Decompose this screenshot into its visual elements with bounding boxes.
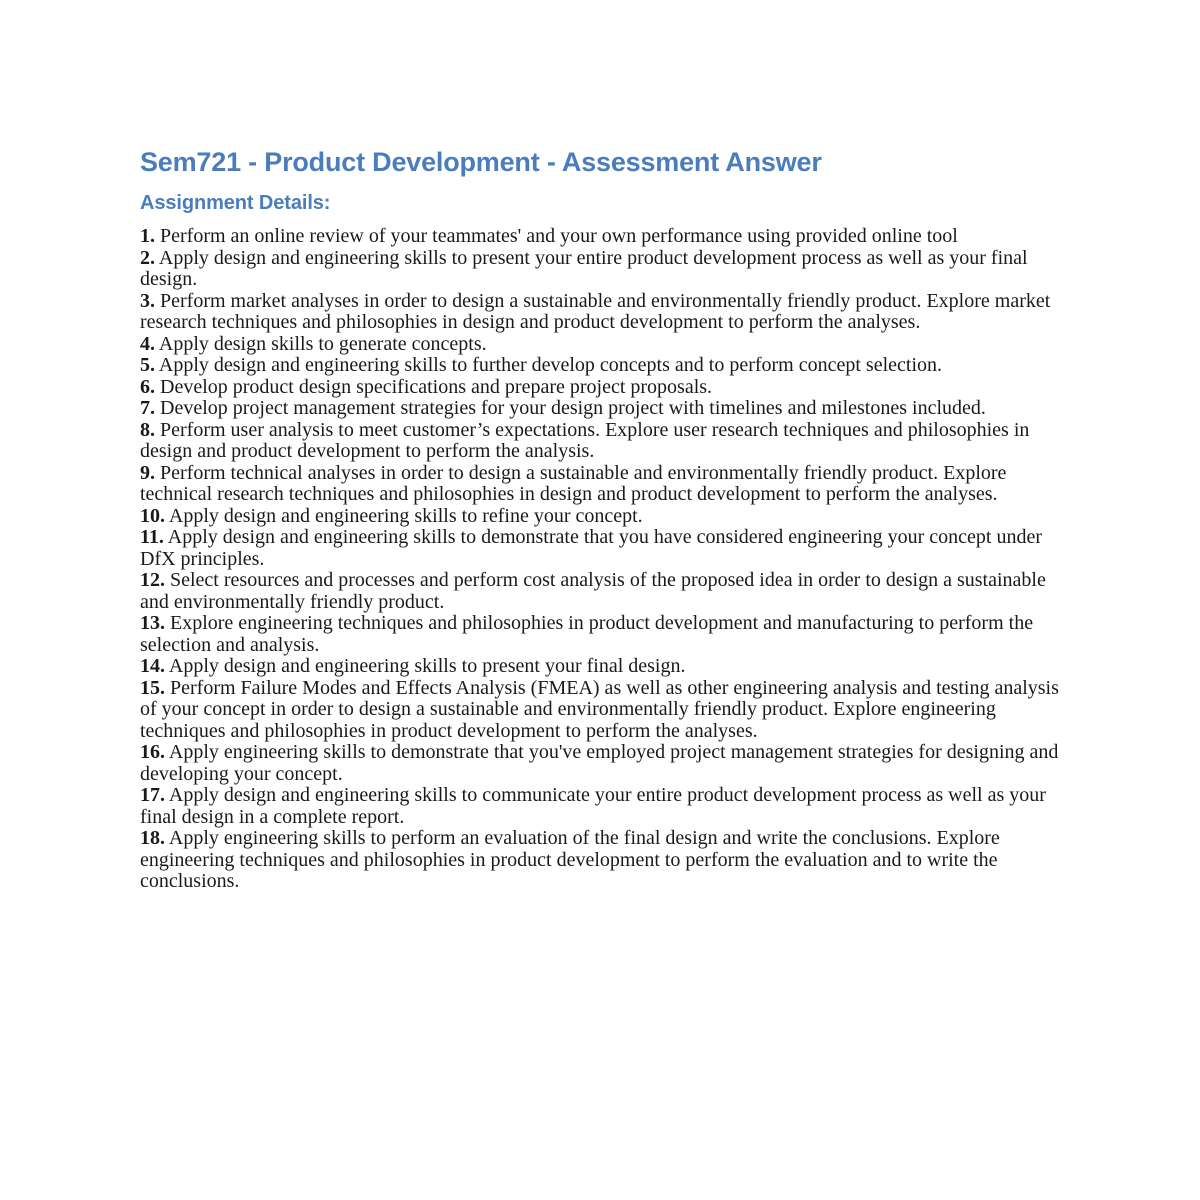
item-number: 11. <box>140 526 164 548</box>
item-number: 17. <box>140 784 165 806</box>
item-number: 14. <box>140 655 165 677</box>
item-number: 13. <box>140 612 165 634</box>
item-text: Select resources and processes and perform cost analysis of the proposed idea in order to design a sustainable and environmentally friendly product. <box>140 569 1046 613</box>
item-number: 3. <box>140 289 155 312</box>
item-text: Apply design and engineering skills to present your final design. <box>165 655 686 677</box>
assignment-item <box>140 291 1062 334</box>
assignment-item <box>140 828 1062 893</box>
assignment-item <box>140 398 1062 420</box>
item-text: Perform user analysis to meet customer’s expectations. Explore user research techniques and philosophies in design and product development to perform the analysis. <box>140 418 1030 462</box>
page-title: Sem721 - Product Development - Assessment Answer <box>140 147 822 177</box>
assignment-item <box>140 742 1062 785</box>
item-text: Apply engineering skills to demonstrate that you've employed project management strategies for designing and developing your concept. <box>140 741 1059 785</box>
assignment-item <box>140 613 1062 656</box>
section-heading: Assignment Details: <box>140 192 331 214</box>
item-number: 4. <box>140 332 155 355</box>
assignment-item <box>140 420 1062 463</box>
item-text: Apply design and engineering skills to refine your concept. <box>165 504 643 527</box>
item-number: 8. <box>140 418 155 441</box>
item-text: Develop product design specifications and prepare project proposals. <box>155 375 713 398</box>
assignment-item <box>140 463 1062 506</box>
item-text: Apply design skills to generate concepts. <box>155 332 487 355</box>
assignment-item <box>140 656 1062 678</box>
document-content <box>140 0 1062 893</box>
assignment-item <box>140 226 1062 248</box>
item-number: 12. <box>140 569 165 591</box>
item-number: 9. <box>140 461 155 484</box>
item-number: 1. <box>140 225 155 247</box>
item-text: Explore engineering techniques and philosophies in product development and manufacturing to perform the selection and analysis. <box>140 612 1034 656</box>
item-text: Apply design and engineering skills to demonstrate that you have considered engineering your concept under DfX principles. <box>140 526 1043 570</box>
item-number: 16. <box>140 741 165 763</box>
item-text: Apply design and engineering skills to present your entire product development process as well as your final design. <box>140 246 1028 290</box>
item-text: Perform technical analyses in order to design a sustainable and environmentally friendly product. Explore technical research techniques and philosophies in design and product development to perform the analyses. <box>140 461 1007 505</box>
item-number: 5. <box>140 354 155 376</box>
assignment-item <box>140 785 1062 828</box>
assignment-item <box>140 355 1062 377</box>
item-text: Develop project management strategies for your design project with timelines and milestones included. <box>155 397 986 419</box>
item-text: Apply design and engineering skills to further develop concepts and to perform concept selection. <box>155 354 943 376</box>
assignment-item <box>140 527 1062 570</box>
assignment-items-list <box>140 226 1062 893</box>
assignment-item <box>140 248 1062 291</box>
item-text: Apply engineering skills to perform an evaluation of the final design and write the conclusions. Explore engineering techniques and philosophies in product development to perform the evaluation and to write the conclusions. <box>140 827 1000 892</box>
item-number: 6. <box>140 375 155 398</box>
assignment-item <box>140 506 1062 528</box>
assignment-item <box>140 570 1062 613</box>
item-number: 10. <box>140 504 165 527</box>
item-number: 18. <box>140 827 165 849</box>
item-text: Perform Failure Modes and Effects Analysis (FMEA) as well as other engineering analysis and testing analysis of your concept in order to design a sustainable and environmentally friendly product. Explore engineering techniques and philosophies in product development to perform the analyses. <box>140 676 1059 742</box>
item-number: 15. <box>140 676 165 699</box>
item-number: 7. <box>140 397 155 419</box>
assignment-item <box>140 334 1062 356</box>
item-text: Perform an online review of your teammates' and your own performance using provided online tool <box>155 225 958 247</box>
assignment-item <box>140 678 1062 743</box>
item-text: Perform market analyses in order to design a sustainable and environmentally friendly product. Explore market research techniques and philosophies in design and product development to perform the analyses. <box>140 289 1051 333</box>
item-number: 2. <box>140 246 155 269</box>
assignment-item <box>140 377 1062 399</box>
item-text: Apply design and engineering skills to communicate your entire product development process as well as your final design in a complete report. <box>140 784 1046 828</box>
